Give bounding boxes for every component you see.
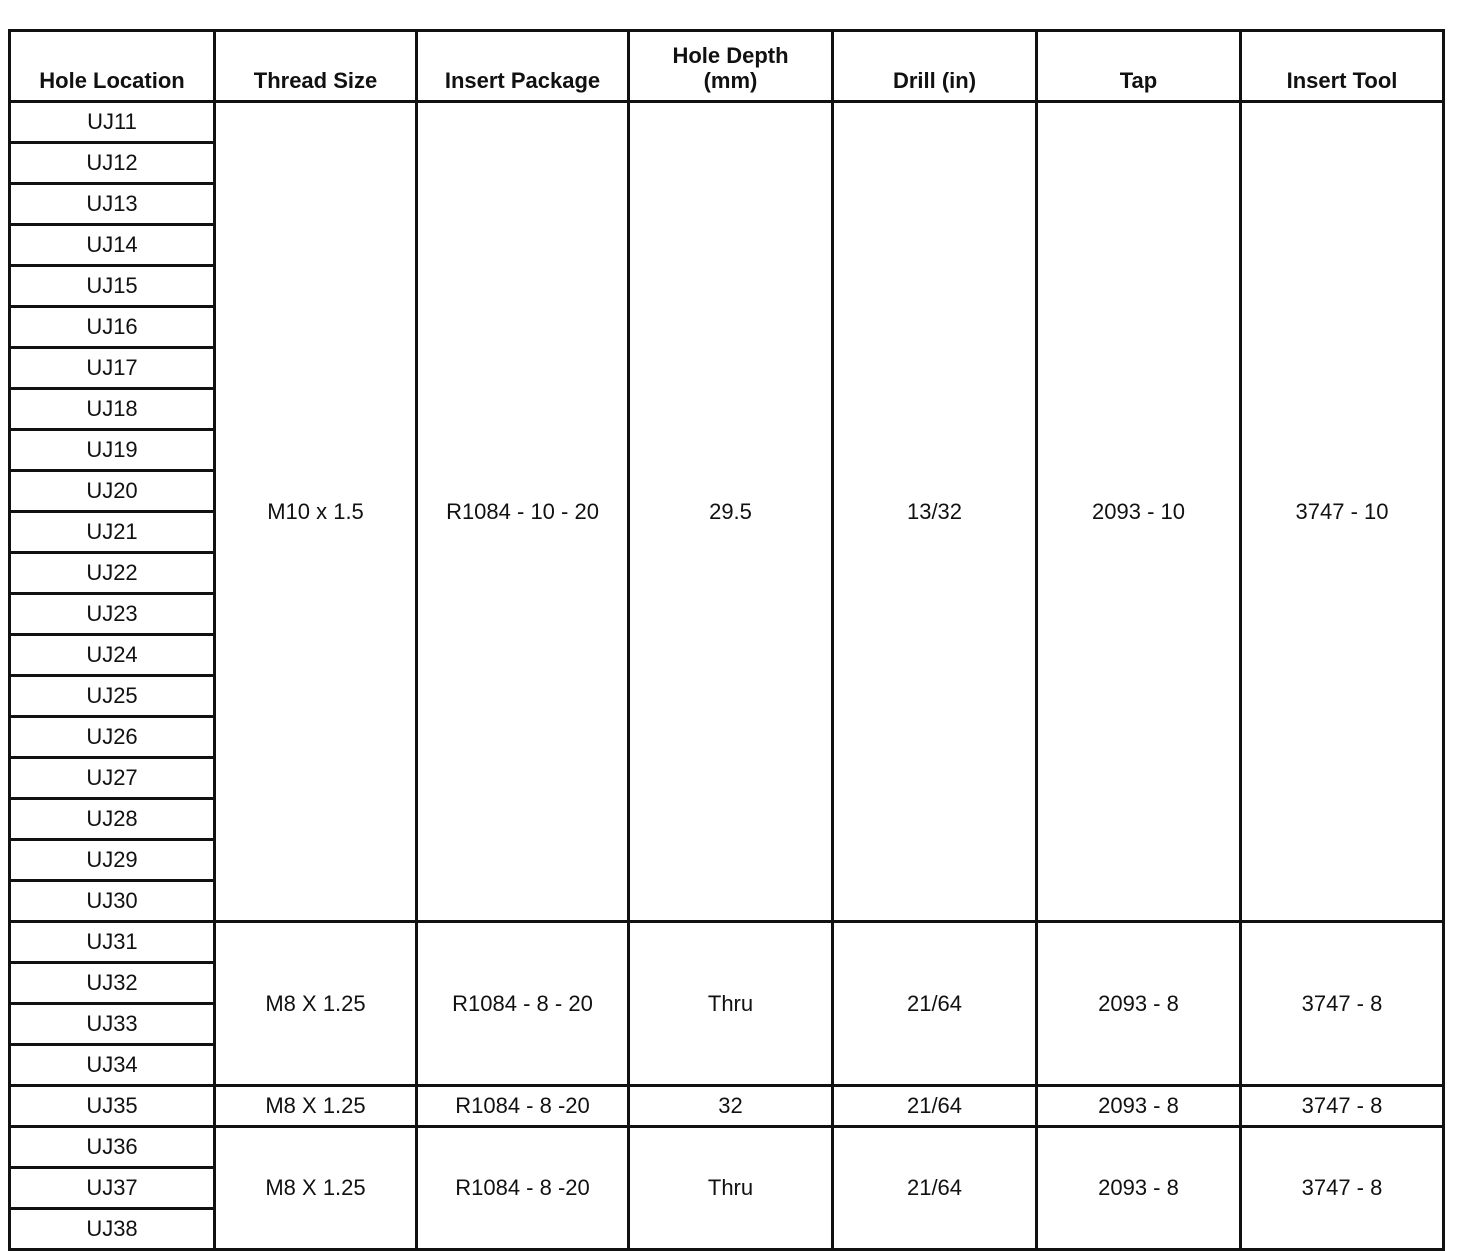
hole-location-cell: UJ32 <box>10 963 215 1004</box>
hole-location-cell: UJ23 <box>10 594 215 635</box>
hole-location-cell: UJ33 <box>10 1004 215 1045</box>
thread-size-cell: M8 X 1.25 <box>215 1086 417 1127</box>
drill-cell: 21/64 <box>833 922 1037 1086</box>
insert-package-cell: R1084 - 8 -20 <box>417 1086 629 1127</box>
table-row <box>10 1127 1444 1168</box>
header-tap: Tap <box>1037 31 1241 102</box>
hole-location-cell: UJ34 <box>10 1045 215 1086</box>
tap-cell: 2093 - 8 <box>1037 922 1241 1086</box>
hole-depth-cell: Thru <box>629 922 833 1086</box>
hole-location-cell: UJ28 <box>10 799 215 840</box>
hole-location-cell: UJ26 <box>10 717 215 758</box>
insert-tool-cell: 3747 - 8 <box>1241 1127 1444 1250</box>
hole-location-cell: UJ27 <box>10 758 215 799</box>
tap-cell: 2093 - 8 <box>1037 1127 1241 1250</box>
hole-location-cell: UJ37 <box>10 1168 215 1209</box>
hole-spec-table <box>8 29 1445 1251</box>
hole-location-cell: UJ31 <box>10 922 215 963</box>
header-hole-depth <box>629 31 833 102</box>
hole-location-cell: UJ13 <box>10 184 215 225</box>
hole-location-cell: UJ25 <box>10 676 215 717</box>
header-insert-package: Insert Package <box>417 31 629 102</box>
insert-tool-cell: 3747 - 8 <box>1241 922 1444 1086</box>
insert-package-cell: R1084 - 8 -20 <box>417 1127 629 1250</box>
hole-location-cell: UJ14 <box>10 225 215 266</box>
insert-package-cell: R1084 - 8 - 20 <box>417 922 629 1086</box>
hole-depth-cell: 32 <box>629 1086 833 1127</box>
hole-location-cell: UJ29 <box>10 840 215 881</box>
header-hole-depth-line1: Hole Depth <box>672 43 789 68</box>
hole-location-cell: UJ30 <box>10 881 215 922</box>
header-thread-size: Thread Size <box>215 31 417 102</box>
header-insert-tool: Insert Tool <box>1241 31 1444 102</box>
header-drill: Drill (in) <box>833 31 1037 102</box>
hole-location-cell: UJ21 <box>10 512 215 553</box>
hole-location-cell: UJ22 <box>10 553 215 594</box>
header-hole-location: Hole Location <box>10 31 215 102</box>
insert-package-cell: R1084 - 10 - 20 <box>417 102 629 922</box>
hole-depth-cell: Thru <box>629 1127 833 1250</box>
thread-size-cell: M8 X 1.25 <box>215 922 417 1086</box>
table-header <box>10 31 1444 102</box>
drill-cell: 13/32 <box>833 102 1037 922</box>
table-row <box>10 922 1444 963</box>
tap-cell: 2093 - 8 <box>1037 1086 1241 1127</box>
header-hole-depth-line2: (mm) <box>703 68 758 93</box>
drill-cell: 21/64 <box>833 1127 1037 1250</box>
drill-cell: 21/64 <box>833 1086 1037 1127</box>
tap-cell: 2093 - 10 <box>1037 102 1241 922</box>
hole-location-cell: UJ20 <box>10 471 215 512</box>
hole-location-cell: UJ18 <box>10 389 215 430</box>
hole-location-cell: UJ11 <box>10 102 215 143</box>
hole-location-cell: UJ19 <box>10 430 215 471</box>
table-row <box>10 102 1444 143</box>
hole-location-cell: UJ36 <box>10 1127 215 1168</box>
hole-location-cell: UJ12 <box>10 143 215 184</box>
header-row <box>10 31 1444 102</box>
insert-tool-cell: 3747 - 10 <box>1241 102 1444 922</box>
hole-location-cell: UJ38 <box>10 1209 215 1250</box>
hole-location-cell: UJ35 <box>10 1086 215 1127</box>
hole-location-cell: UJ24 <box>10 635 215 676</box>
table-row <box>10 1086 1444 1127</box>
hole-location-cell: UJ15 <box>10 266 215 307</box>
hole-location-cell: UJ17 <box>10 348 215 389</box>
thread-size-cell: M8 X 1.25 <box>215 1127 417 1250</box>
table-body <box>10 102 1444 1250</box>
hole-depth-cell: 29.5 <box>629 102 833 922</box>
hole-location-cell: UJ16 <box>10 307 215 348</box>
insert-tool-cell: 3747 - 8 <box>1241 1086 1444 1127</box>
thread-size-cell: M10 x 1.5 <box>215 102 417 922</box>
